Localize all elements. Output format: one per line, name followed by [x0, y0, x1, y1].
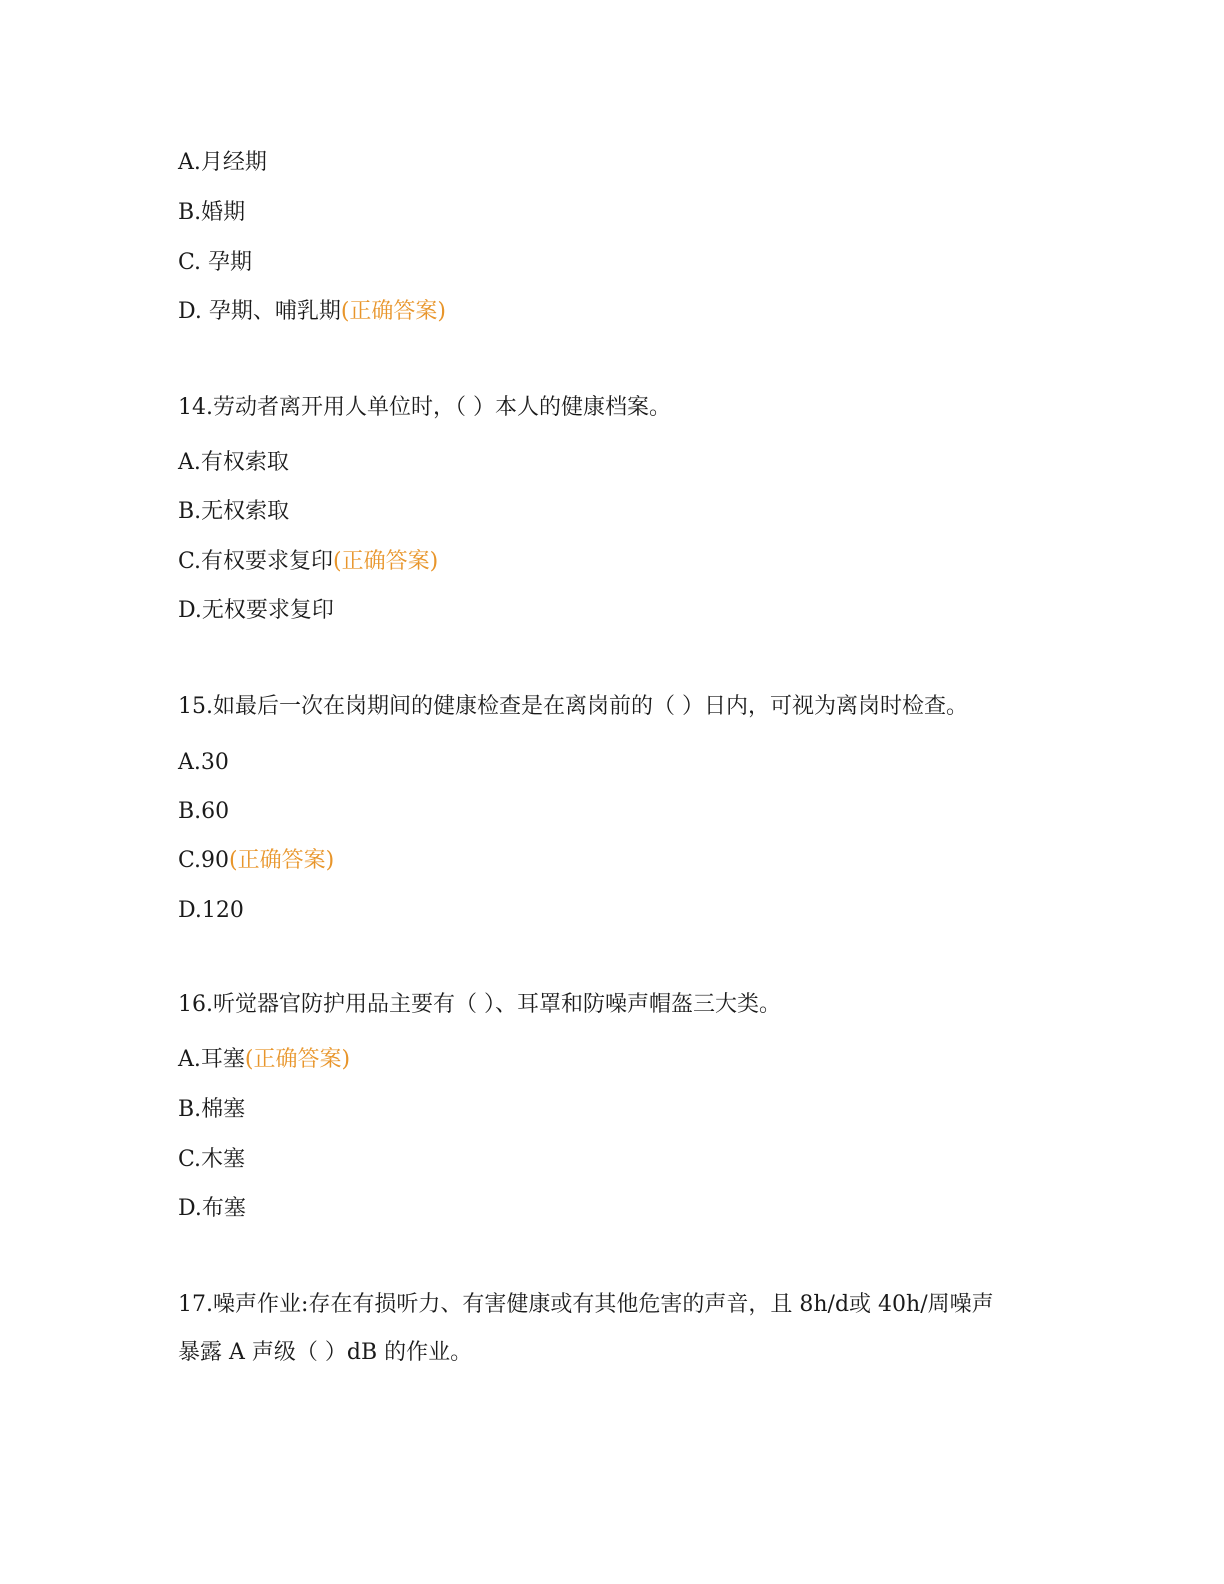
question-text: 16.听觉器官防护用品主要有（ ）、耳罩和防噪声帽盔三大类。 [178, 992, 781, 1017]
option-13-c [178, 248, 252, 278]
option-14-c [178, 547, 438, 577]
option-text: D.无权要求复印 [178, 598, 334, 623]
option-13-d [178, 297, 446, 327]
option-14-a [178, 448, 289, 478]
option-15-c [178, 846, 334, 876]
question-text: 15.如最后一次在岗期间的健康检查是在离岗前的（ ）日内，可视为离岗时检查。 [178, 694, 968, 719]
option-15-d [178, 896, 244, 926]
option-text: C. 孕期 [178, 250, 253, 275]
correct-answer-tag: (正确答案) [244, 1047, 351, 1072]
option-text: A.30 [178, 750, 229, 775]
question-text: 14.劳动者离开用人单位时，（ ）本人的健康档案。 [178, 395, 671, 420]
option-13-a [178, 148, 267, 178]
option-text: D.120 [178, 898, 244, 923]
option-text: B.60 [178, 799, 230, 824]
option-16-b [178, 1095, 245, 1125]
option-15-a [178, 748, 229, 778]
question-15 [178, 692, 968, 722]
correct-answer-tag: (正确答案) [229, 848, 335, 873]
option-text: D. 孕期、哺乳期 [178, 299, 341, 324]
option-15-b [178, 797, 229, 827]
question-17-line-2 [178, 1338, 472, 1368]
option-14-b [178, 497, 289, 527]
option-text: B.棉塞 [178, 1097, 246, 1122]
option-text: C.有权要求复印 [178, 549, 334, 574]
option-text: C.90 [178, 848, 230, 873]
option-text: A.耳塞 [178, 1047, 245, 1072]
option-13-b [178, 198, 245, 228]
question-text: 17.噪声作业:存在有损听力、有害健康或有其他危害的声音，且 8h/d或 40h/周噪声 [178, 1292, 994, 1317]
question-text: 暴露 A 声级（ ）dB 的作业。 [178, 1340, 473, 1365]
correct-answer-tag: (正确答案) [333, 549, 439, 574]
question-14 [178, 393, 671, 423]
option-14-d [178, 596, 334, 626]
correct-answer-tag: (正确答案) [340, 299, 447, 324]
option-16-c [178, 1145, 245, 1175]
option-16-d [178, 1194, 246, 1224]
option-text: B.婚期 [178, 200, 246, 225]
option-text: B.无权索取 [178, 499, 290, 524]
question-17-line-1 [178, 1290, 994, 1320]
option-16-a [178, 1045, 350, 1075]
question-16 [178, 990, 781, 1020]
option-text: D.布塞 [178, 1196, 246, 1221]
option-text: C.木塞 [178, 1147, 246, 1172]
option-text: A.有权索取 [178, 450, 289, 475]
option-text: A.月经期 [178, 150, 267, 175]
